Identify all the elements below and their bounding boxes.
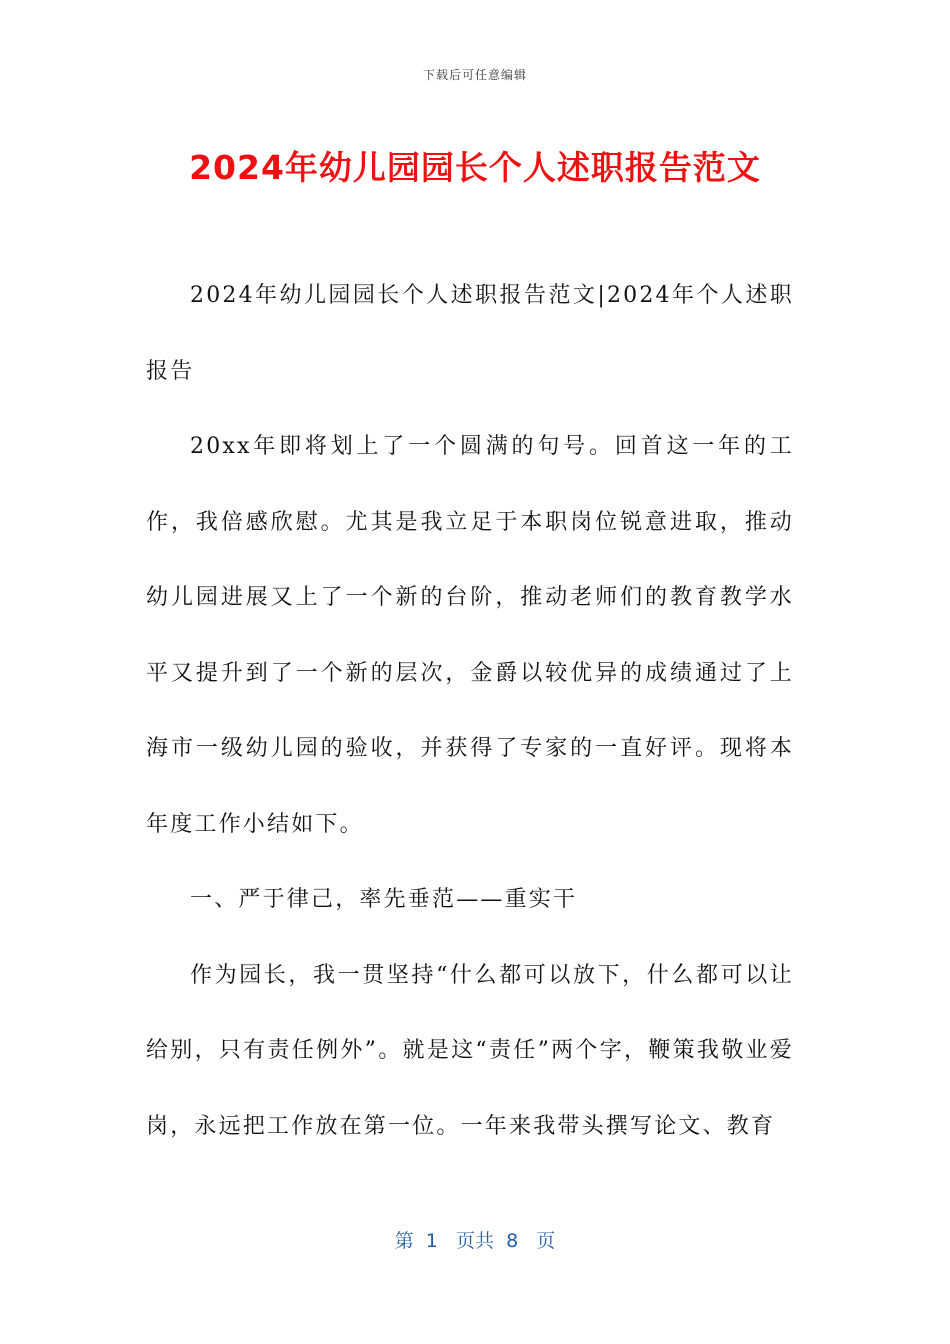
header-note: 下载后可任意编辑 — [422, 68, 527, 82]
document-title: 2024年幼儿园园长个人述职报告范文 — [189, 148, 761, 187]
document-body — [146, 258, 794, 1164]
paragraph-1: 2024年幼儿园园长个人述职报告范文|2024年个人述职报告 — [146, 283, 794, 384]
section-heading: 一、严于律己，率先垂范——重实干 — [190, 887, 578, 912]
paragraph-3: 作为园长，我一贯坚持“什么都可以放下，什么都可以让给别，只有责任例外”。就是这“责任”两个字，鞭策我敬业爱岗，永远把工作放在第一位。一年来我带头撰写论文、教育 — [146, 962, 794, 1139]
paragraph-2: 20xx年即将划上了一个圆满的句号。回首这一年的工作，我倍感欣慰。尤其是我立足于本职岗位锐意进取，推动幼儿园进展又上了一个新的台阶，推动老师们的教育教学水平又提升到了一个新的层次，金爵以较优异的成绩通过了上海市一级幼儿园的验收，并获得了专家的一直好评。现将本年度工作小结如下。 — [146, 434, 794, 837]
page-number: 第 1 页共 8 页 — [394, 1230, 556, 1252]
